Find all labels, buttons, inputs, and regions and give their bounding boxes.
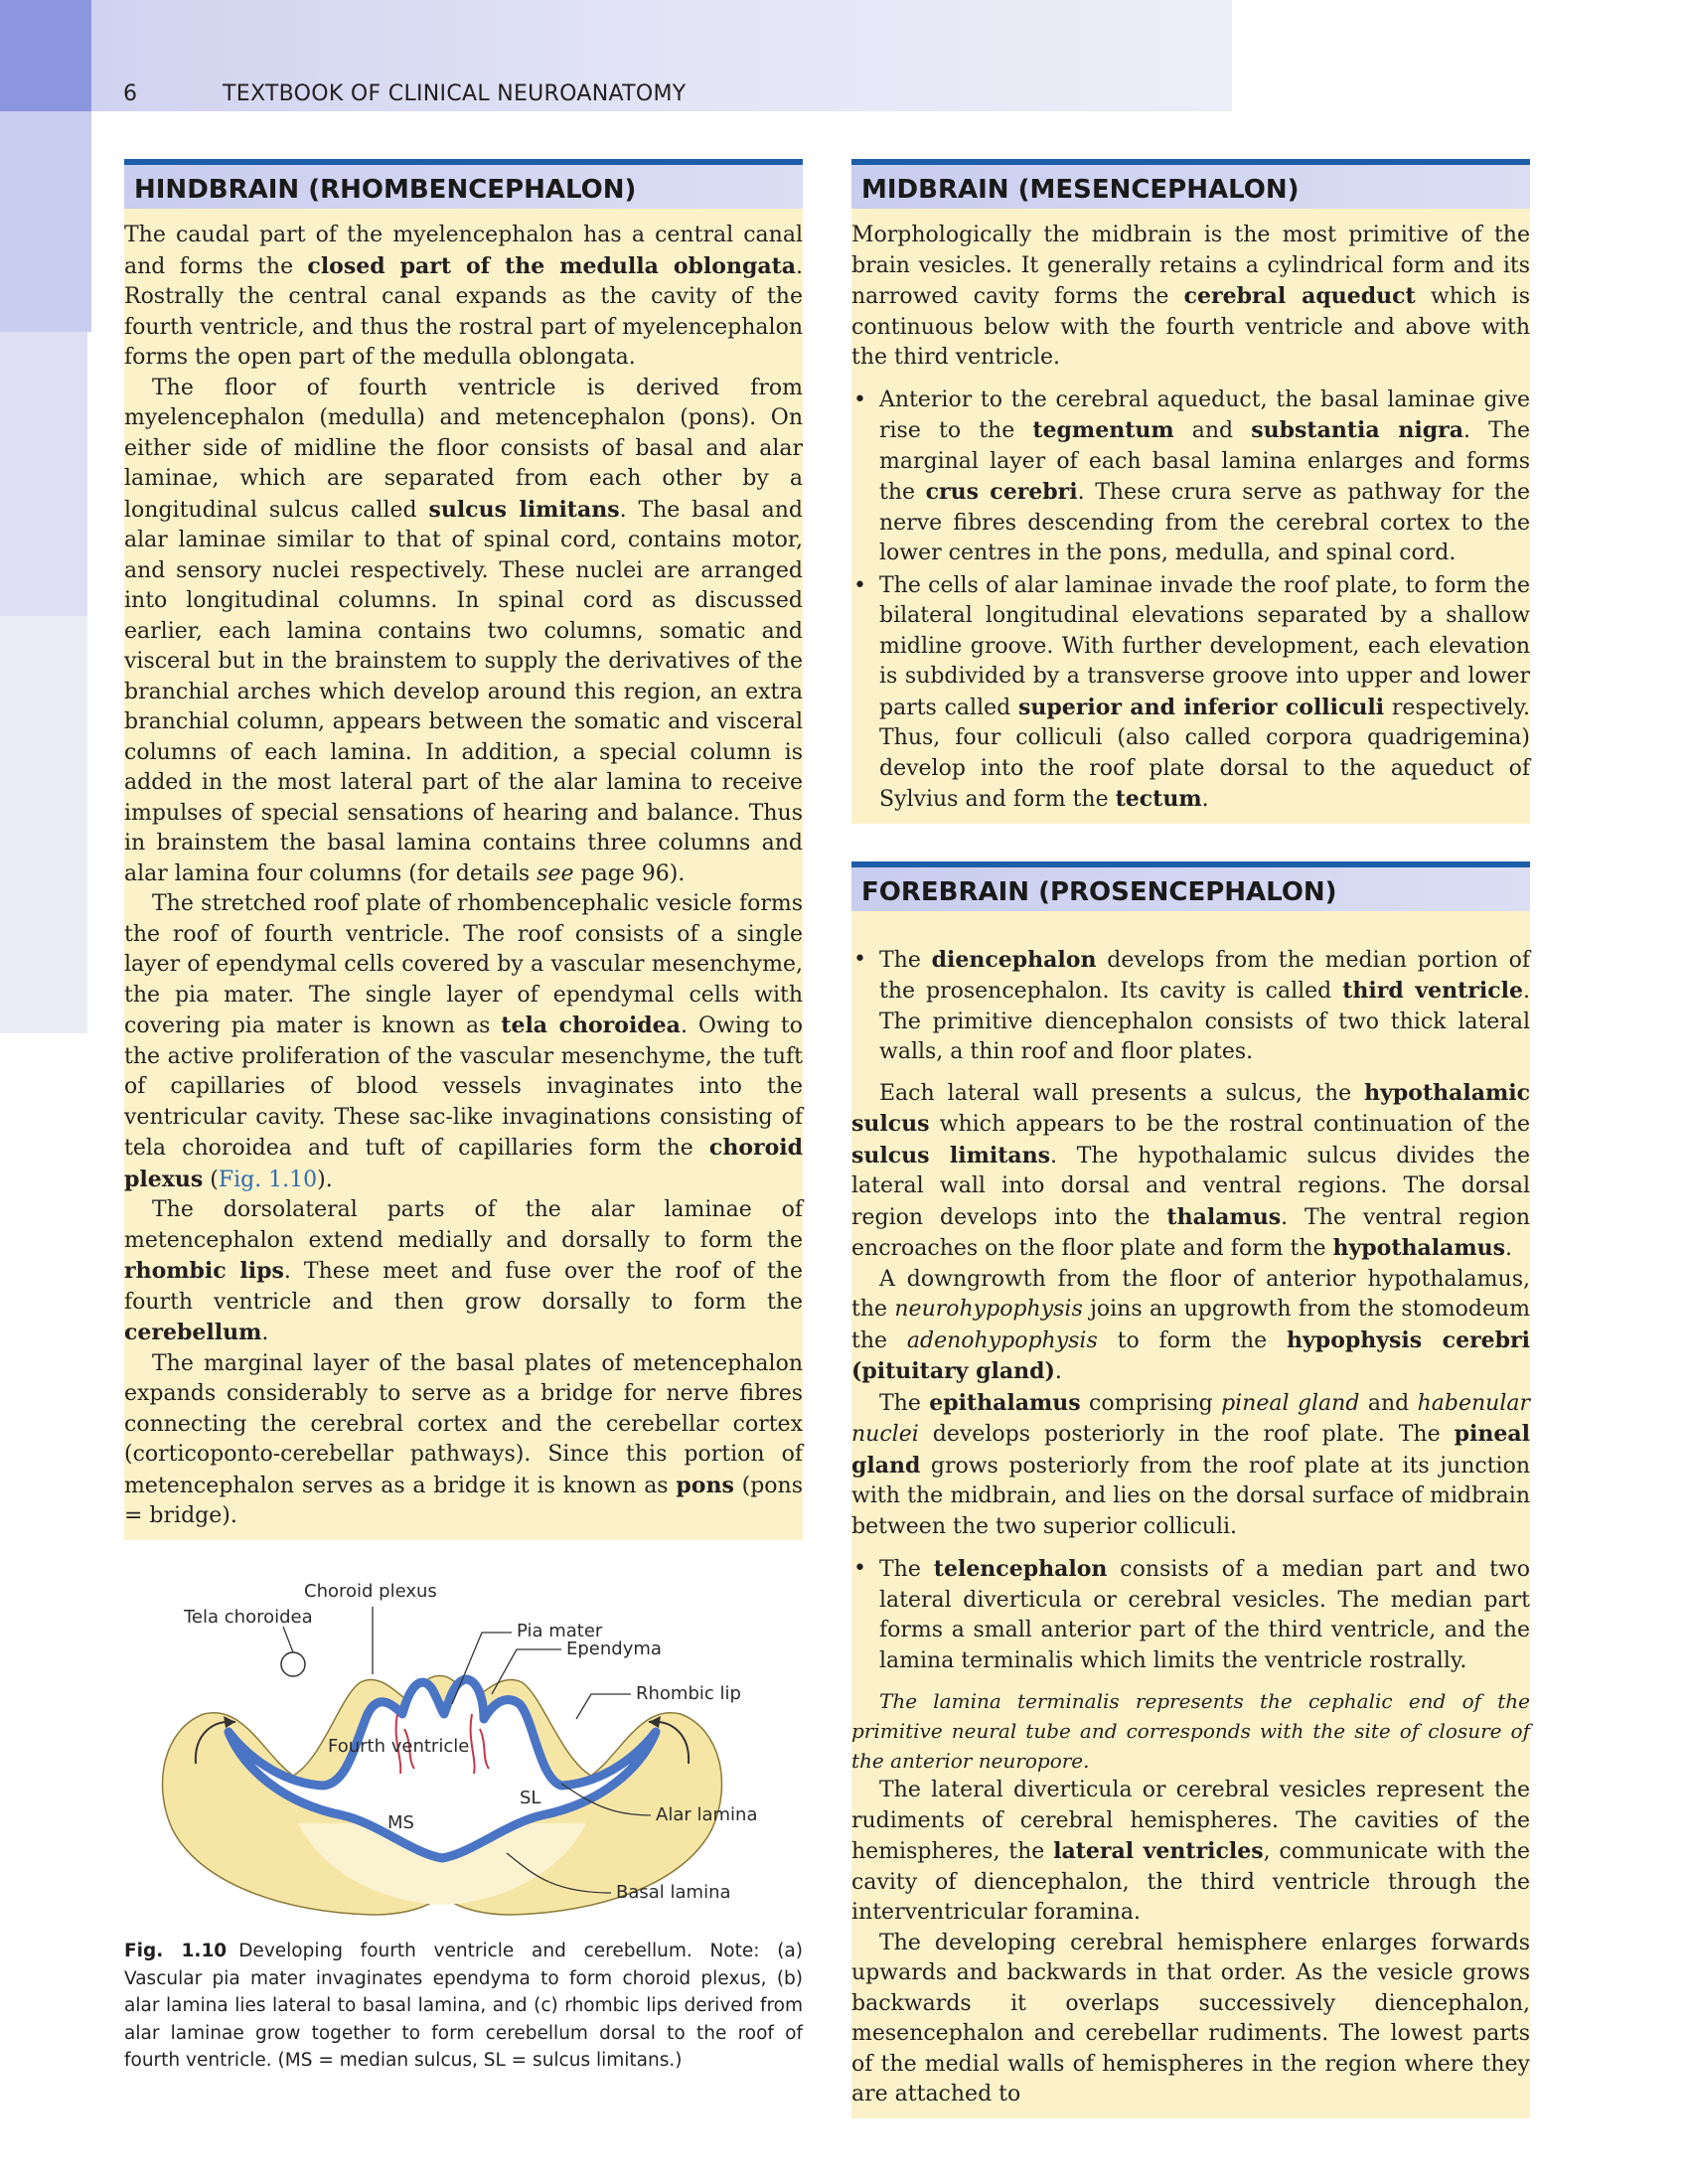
caption-text: Developing fourth ventricle and cerebellum. Note: (a) Vascular pia mater invaginates ependyma to form choroid plexus, (b) alar lamina lies lateral to basal lamina, and (c) rhombic lips derived from alar laminae grow together to form cerebellum dorsal to the roof of fourth ventricle. (MS = median sulcus, SL = sulcus limitans.) (124, 1941, 803, 2071)
tela-choroidea-marker (281, 1652, 305, 1676)
section-title-hindbrain: HINDBRAIN (RHOMBENCEPHALON) (124, 159, 803, 209)
corner-band (0, 0, 91, 111)
figure-caption (124, 1938, 803, 2075)
label-alar-lamina: Alar lamina (656, 1804, 758, 1825)
running-title: TEXTBOOK OF CLINICAL NEUROANATOMY (223, 81, 687, 106)
left-column (124, 159, 803, 1540)
paragraph: The dorsolateral parts of the alar laminae of metencephalon extend medially and dorsally to form the rhombic lips. These meet and fuse over the roof of the fourth ventricle and then grow dorsally to form the cerebellum. (124, 1197, 803, 1345)
paragraph: Each lateral wall presents a sulcus, the hypothalamic sulcus which appears to be the rostral continuation of the sulcus limitans. The hypothalamic sulcus divides the lateral wall into dorsal and ventral regions. The dorsal region develops into the thalamus. The ventral region encroaches on the floor plate and form the hypothalamus. (851, 1079, 1530, 1261)
section-title-midbrain: MIDBRAIN (MESENCEPHALON) (851, 159, 1530, 209)
paragraph: The caudal part of the myelencephalon has a central canal and forms the closed part of the medulla oblongata. Rostrally the central canal expands as the cavity of the fourth ventricle, and thus the rostral part of myelencephalon forms the open part of the medulla oblongata. (124, 223, 803, 370)
paragraph: The floor of fourth ventricle is derived from myelencephalon (medulla) and metencephalon (pons). On either side of midline the floor consists of basal and alar laminae, which are separated from each other by a longitudinal sulcus called sulcus limitans. The basal and alar laminae similar to that of spinal cord, contains motor, and sensory nuclei respectively. These nuclei are arranged into longitudinal columns. In spinal cord as discussed earlier, each lamina contains two columns, somatic and visceral but in the brainstem to supply the derivatives of the branchial arches which develop around this region, an extra branchial column, appears between the somatic and visceral columns of each lamina. In addition, a special column is added in the most lateral part of the alar lamina to receive impulses of special sensations of hearing and balance. Thus in brainstem the basal lamina contains three columns and alar lamina four columns (for details see page 96). (124, 375, 803, 886)
bullet-list (851, 945, 1530, 1068)
label-choroid-plexus: Choroid plexus (304, 1581, 437, 1602)
paragraph: The marginal layer of the basal plates of metencephalon expands considerably to serve as a bridge for nerve fibres connecting the cerebral cortex and the cerebellar cortex (corticoponto-cerebellar pathways). Since this portion of metencephalon serves as a bridge it is known as pons (pons = bridge). (124, 1350, 803, 1528)
left-band (0, 616, 87, 1033)
label-tela-choroidea: Tela choroidea (184, 1607, 313, 1628)
section-title-forebrain: FOREBRAIN (PROSENCEPHALON) (851, 861, 1530, 911)
paragraph: The epithalamus comprising pineal gland and habenular nuclei develops posteriorly in the roof plate. The pineal gland grows posteriorly from the roof plate at its junction with the midbrain, and lies on the dorsal surface of midbrain between the two superior colliculi. (851, 1389, 1530, 1539)
section-body-forebrain (851, 911, 1530, 2118)
paragraph: Morphologically the midbrain is the most primitive of the brain vesicles. It generally retains a cylindrical form and its narrowed cavity forms the cerebral aqueduct which is continuous below with the fourth ventricle and above with the third ventricle. (851, 223, 1530, 370)
running-head (123, 81, 687, 106)
left-band (0, 332, 87, 616)
fourth-ventricle-diagram (124, 1555, 803, 1918)
section-body-hindbrain (124, 209, 803, 1540)
label-fourth-ventricle: Fourth ventricle (328, 1736, 470, 1757)
paragraph: The stretched roof plate of rhombencephalic vesicle forms the roof of fourth ventricle. The roof consists of a single layer of ependymal cells covered by a vascular mesenchyme, the pia mater. The single layer of ependymal cells with covering pia mater is known as tela choroidea. Owing to the active proliferation of the vascular mesenchyme, the tuft of capillaries of blood vessels invaginates into the ventricular cavity. These sac-like invaginations consisting of tela choroidea and tuft of capillaries form the choroid plexus (Fig. 1.10). (124, 891, 803, 1192)
list-item: • The cells of alar laminae invade the roof plate, to form the bilateral longitudinal elevations separated by a shallow midline groove. With further development, each elevation is subdivided by a transverse groove into upper and lower parts called superior and inferior colliculi respectively. Thus, four colliculi (also called corpora quadrigemina) develop into the roof plate dorsal to the aqueduct of Sylvius and form the tectum. (879, 571, 1530, 816)
italic-note: The lamina terminalis represents the cephalic end of the primitive neural tube and corresponds with the site of closure of the anterior neuropore. (851, 1689, 1530, 1773)
label-median-sulcus: MS (387, 1812, 414, 1833)
paragraph: The developing cerebral hemisphere enlarges forwards upwards and backwards in that order. As the vesicle grows backwards it overlaps successively diencephalon, mesencephalon and cerebellar rudiments. The lowest parts of the medial walls of hemispheres in the region where they are attached to (851, 1930, 1530, 2106)
figure-fourth-ventricle (124, 1555, 803, 1918)
list-item: • The telencephalon consists of a median part and two lateral diverticula or cerebral vesicles. The median part forms a small anterior part of the third ventricle, and the lamina terminalis which limits the ventricle rostrally. (879, 1554, 1530, 1676)
label-basal-lamina: Basal lamina (616, 1882, 731, 1903)
left-band (0, 111, 91, 332)
label-sulcus-limitans: SL (520, 1788, 541, 1808)
right-column (851, 159, 1530, 2118)
label-rhombic-lip: Rhombic lip (636, 1683, 741, 1704)
section-body-midbrain (851, 209, 1530, 824)
list-item: • Anterior to the cerebral aqueduct, the basal laminae give rise to the tegmentum and substantia nigra. The marginal layer of each basal lamina enlarges and forms the crus cerebri. These crura serve as pathway for the nerve fibres descending from the cerebral cortex to the lower centres in the pons, medulla, and spinal cord. (879, 386, 1530, 569)
label-ependyma: Ependyma (566, 1638, 662, 1659)
figure-reference-link[interactable]: Fig. 1.10 (218, 1167, 318, 1192)
paragraph: A downgrowth from the floor of anterior hypothalamus, the neurohypophysis joins an upgrowth from the stomodeum the adenohypophysis to form the hypophysis cerebri (pituitary gland). (851, 1266, 1531, 1384)
paragraph: The lateral diverticula or cerebral vesicles represent the rudiments of cerebral hemispheres. The cavities of the hemispheres, the lateral ventricles, communicate with the cavity of diencephalon, the third ventricle through the interventricular foramina. (851, 1778, 1531, 1925)
label-pia-mater: Pia mater (517, 1621, 603, 1641)
bullet-list (851, 1554, 1530, 1676)
page-number: 6 (123, 81, 137, 106)
bullet-list (851, 386, 1530, 816)
list-item: • The diencephalon develops from the median portion of the prosencephalon. Its cavity is called third ventricle. The primitive diencephalon consists of two thick lateral walls, a thin roof and floor plates. (879, 945, 1530, 1068)
figure-number: Fig. 1.10 (124, 1941, 228, 1961)
